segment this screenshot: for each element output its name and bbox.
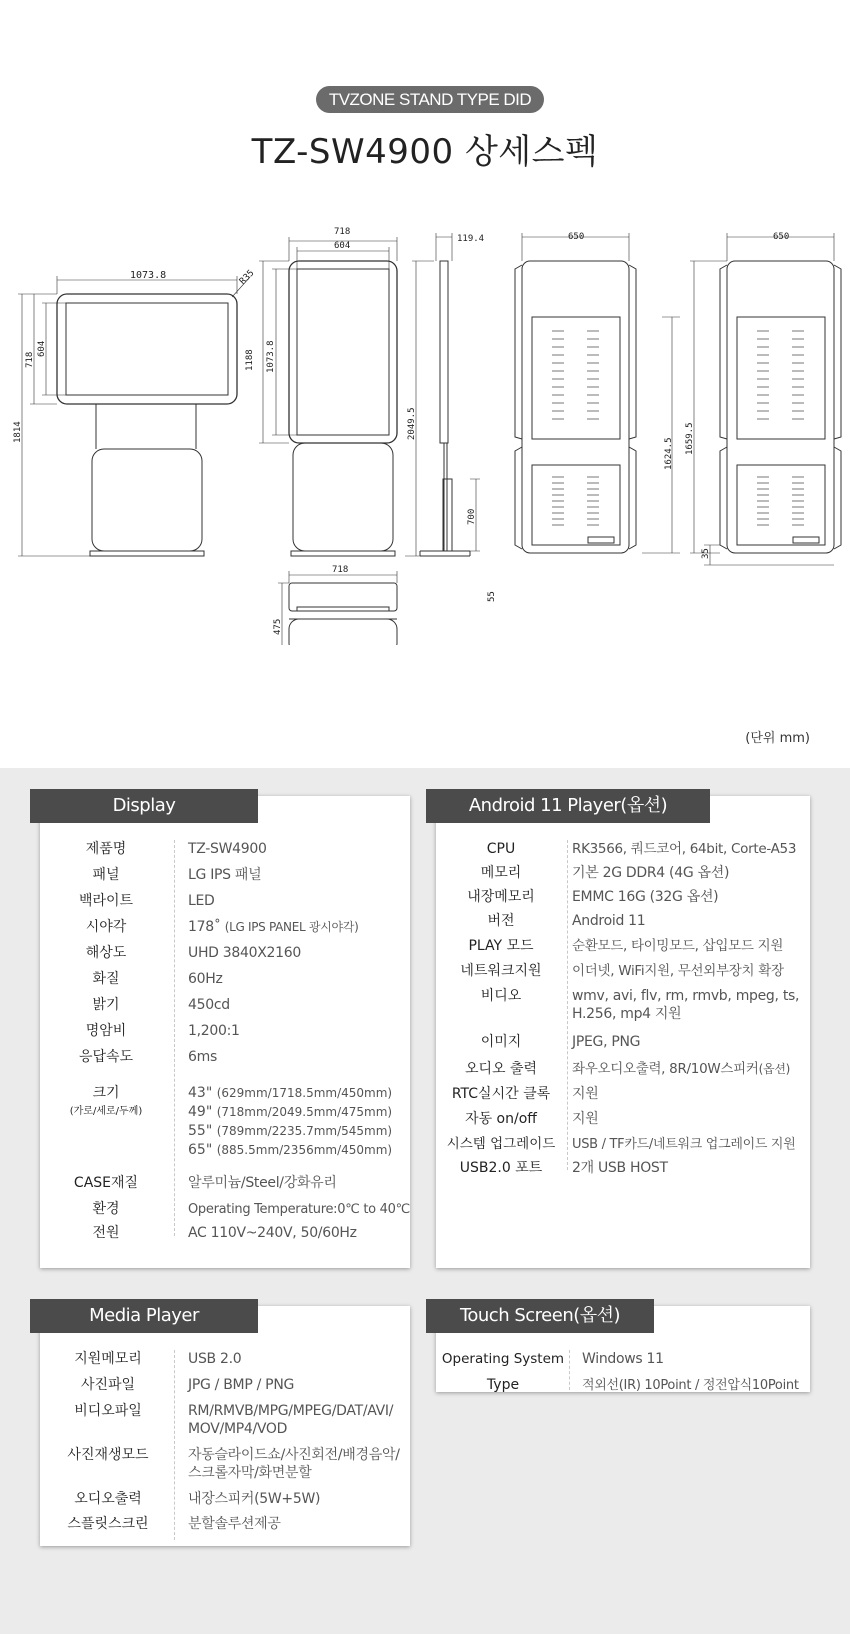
spec-key: 사진재생모드 [67,1447,149,1463]
spec-key: 응답속도 [78,1049,134,1065]
spec-value: Windows 11 [582,1351,664,1367]
spec-key: 패널 [92,867,120,883]
spec-value: Operating Temperature:0℃ to 40℃ [188,1202,410,1217]
viewing-angle-note: (LG IPS PANEL 광시야각) [224,920,359,934]
rear-vents-1 [552,331,599,525]
dim-front-height-outer: 718 [25,351,35,368]
size-inch: 43" [188,1085,213,1101]
display-tab-title: Display [30,789,258,823]
spec-value: 순환모드, 타이밍모드, 삽입모드 지원 [572,938,784,954]
size-inch: 65" [188,1142,213,1158]
size-inch: 49" [188,1104,213,1120]
spec-value: RK3566, 쿼드코어, 64bit, Corte-A53 [572,841,797,857]
spec-value: Android 11 [572,913,646,929]
spec-tables-section [0,768,850,1634]
spec-key: 사진파일 [80,1377,136,1393]
bottom-view [278,571,397,645]
size-dim: (718mm/2049.5mm/475mm) [216,1105,393,1119]
dim-side-depth: 119.4 [457,234,485,244]
spec-value: 적외선(IR) 10Point / 정전압식10Point [582,1378,799,1393]
spec-key: 버전 [487,913,515,929]
spec-key: 백라이트 [78,893,134,909]
spec-key: 밝기 [92,997,120,1013]
spec-key: 제품명 [85,841,127,857]
dim-front-height-inner: 604 [37,340,47,357]
spec-key: 비디오파일 [74,1403,142,1419]
spec-key: 전원 [92,1225,120,1241]
dim-vertical-height-outer: 1188 [245,349,255,371]
spec-value: LG IPS 패널 [188,867,262,883]
spec-value: 2개 USB HOST [572,1160,668,1176]
size-inch: 55" [188,1123,213,1139]
spec-value: 450cd [188,997,230,1013]
spec-key: 비디오 [480,988,522,1004]
spec-key: 해상도 [85,945,127,961]
spec-value: RM/RMVB/MPG/MPEG/DAT/AVI/ [188,1403,394,1419]
spec-value: 60Hz [188,971,223,987]
spec-value: 이더넷, WiFi지원, 무선외부장치 확장 [572,963,784,979]
spec-key: 화질 [92,971,120,987]
spec-value: wmv, avi, flv, rm, rmvb, mpeg, ts, [572,988,800,1004]
spec-key: CASE재질 [73,1175,139,1191]
media-player-tab-title: Media Player [30,1299,258,1333]
spec-key: 환경 [92,1201,120,1217]
spec-key: RTC실시간 클록 [451,1086,551,1102]
spec-value: 6ms [188,1049,217,1065]
android-divider [567,840,568,1170]
spec-key: 이미지 [480,1034,522,1050]
spec-value [572,1060,810,1079]
spec-value: 내장스피커(5W+5W) [188,1491,321,1507]
page-title: TZ-SW4900 상세스펙 [251,132,599,172]
spec-value: UHD 3840X2160 [188,945,301,961]
viewing-angle: 178˚ [188,919,221,935]
media-divider [174,1350,175,1540]
size-row [188,1122,410,1141]
touch-screen-tab-title: Touch Screen(옵션) [426,1299,654,1333]
dim-rear2-height: 1659.5 [685,422,695,455]
spec-value-cont: MOV/MP4/VOD [188,1421,288,1437]
audio-output-note: (옵션) [758,1062,790,1076]
unit-label: (단위 mm) [745,731,810,746]
spec-value: USB 2.0 [188,1351,242,1367]
spec-value-cont: 스크롤자막/화면분할 [188,1465,312,1481]
spec-key: 시야각 [85,919,127,935]
spec-key: USB2.0 포트 [459,1160,543,1176]
spec-value: TZ-SW4900 [188,841,267,857]
size-row [188,1103,410,1122]
spec-key: 스플릿스크린 [67,1516,149,1532]
dim-rear2-foot: 35 [701,548,711,559]
dim-rear2-width: 650 [773,232,790,242]
spec-key: 시스템 업그레이드 [446,1136,556,1152]
rear-view-1 [515,233,680,553]
dim-rear1-width: 650 [568,232,585,242]
dimension-drawing [0,225,850,645]
spec-value: AC 110V~240V, 50/60Hz [188,1225,357,1241]
spec-key: 지원메모리 [74,1351,142,1367]
spec-value: JPG / BMP / PNG [188,1377,295,1393]
dim-bottom-width: 718 [332,565,349,575]
audio-output: 좌우오디오출력, 8R/10W스피커 [572,1061,759,1077]
product-type-badge: TVZONE STAND TYPE DID [316,86,544,113]
side-view [420,233,480,556]
dim-side-foot: 55 [487,591,497,602]
spec-key: 내장메모리 [467,889,535,905]
rear-vents-2 [757,331,804,525]
display-divider [174,840,175,1236]
spec-value: 지원 [572,1111,599,1127]
spec-value: EMMC 16G (32G 옵션) [572,889,719,905]
front-vertical-view [259,237,434,556]
spec-key: 오디오 출력 [464,1061,538,1077]
dim-bottom-depth: 475 [273,618,283,635]
dim-front-radius: R35 [237,268,257,287]
spec-key: 크기 [92,1085,120,1101]
spec-value-cont: H.256, mp4 지원 [572,1006,682,1022]
spec-key: 오디오출력 [74,1491,142,1507]
android-tab-title: Android 11 Player(옵션) [426,789,710,823]
dim-side-base-height: 700 [467,508,477,525]
spec-key: 메모리 [480,865,522,881]
spec-value: 자동슬라이드쇼/사진회전/배경음악/ [188,1447,400,1463]
size-dim: (789mm/2235.7mm/545mm) [216,1124,393,1138]
spec-value: LED [188,893,215,909]
spec-key: 명암비 [85,1023,127,1039]
dim-front-height-total: 1814 [13,421,23,443]
size-row [188,1084,410,1103]
dim-rear1-height: 1624.5 [664,437,674,470]
rear-view-2 [690,233,841,565]
dim-vertical-height-total: 2049.5 [407,407,417,440]
spec-value: 지원 [572,1086,599,1102]
spec-value [188,918,408,937]
size-dim: (629mm/1718.5mm/450mm) [216,1086,393,1100]
size-row [188,1141,410,1160]
spec-value: USB / TF카드/네트워크 업그레이드 지원 [572,1137,796,1152]
spec-value: 분할솔루션제공 [188,1516,281,1532]
spec-header-section [0,0,850,768]
spec-value: 알루미늄/Steel/강화유리 [188,1175,337,1191]
size-dim: (885.5mm/2356mm/450mm) [216,1143,393,1157]
front-horizontal-view [18,276,250,556]
dim-vertical-height-inner: 1073.8 [266,340,276,373]
spec-key: Operating System [441,1351,565,1367]
spec-key-sub: (가로/세로/두께) [69,1106,143,1117]
spec-key: 네트워크지원 [460,963,542,979]
dim-vertical-width-outer: 718 [334,227,351,237]
dim-vertical-width-inner: 604 [334,241,351,251]
spec-value: 기본 2G DDR4 (4G 옵션) [572,865,730,881]
spec-value: 1,200:1 [188,1023,240,1039]
spec-key: PLAY 모드 [468,938,534,954]
spec-key: CPU [486,841,516,857]
dim-front-width: 1073.8 [130,270,167,281]
spec-key: 자동 on/off [465,1111,537,1127]
spec-key: Type [486,1377,520,1393]
spec-value: JPEG, PNG [572,1034,641,1050]
